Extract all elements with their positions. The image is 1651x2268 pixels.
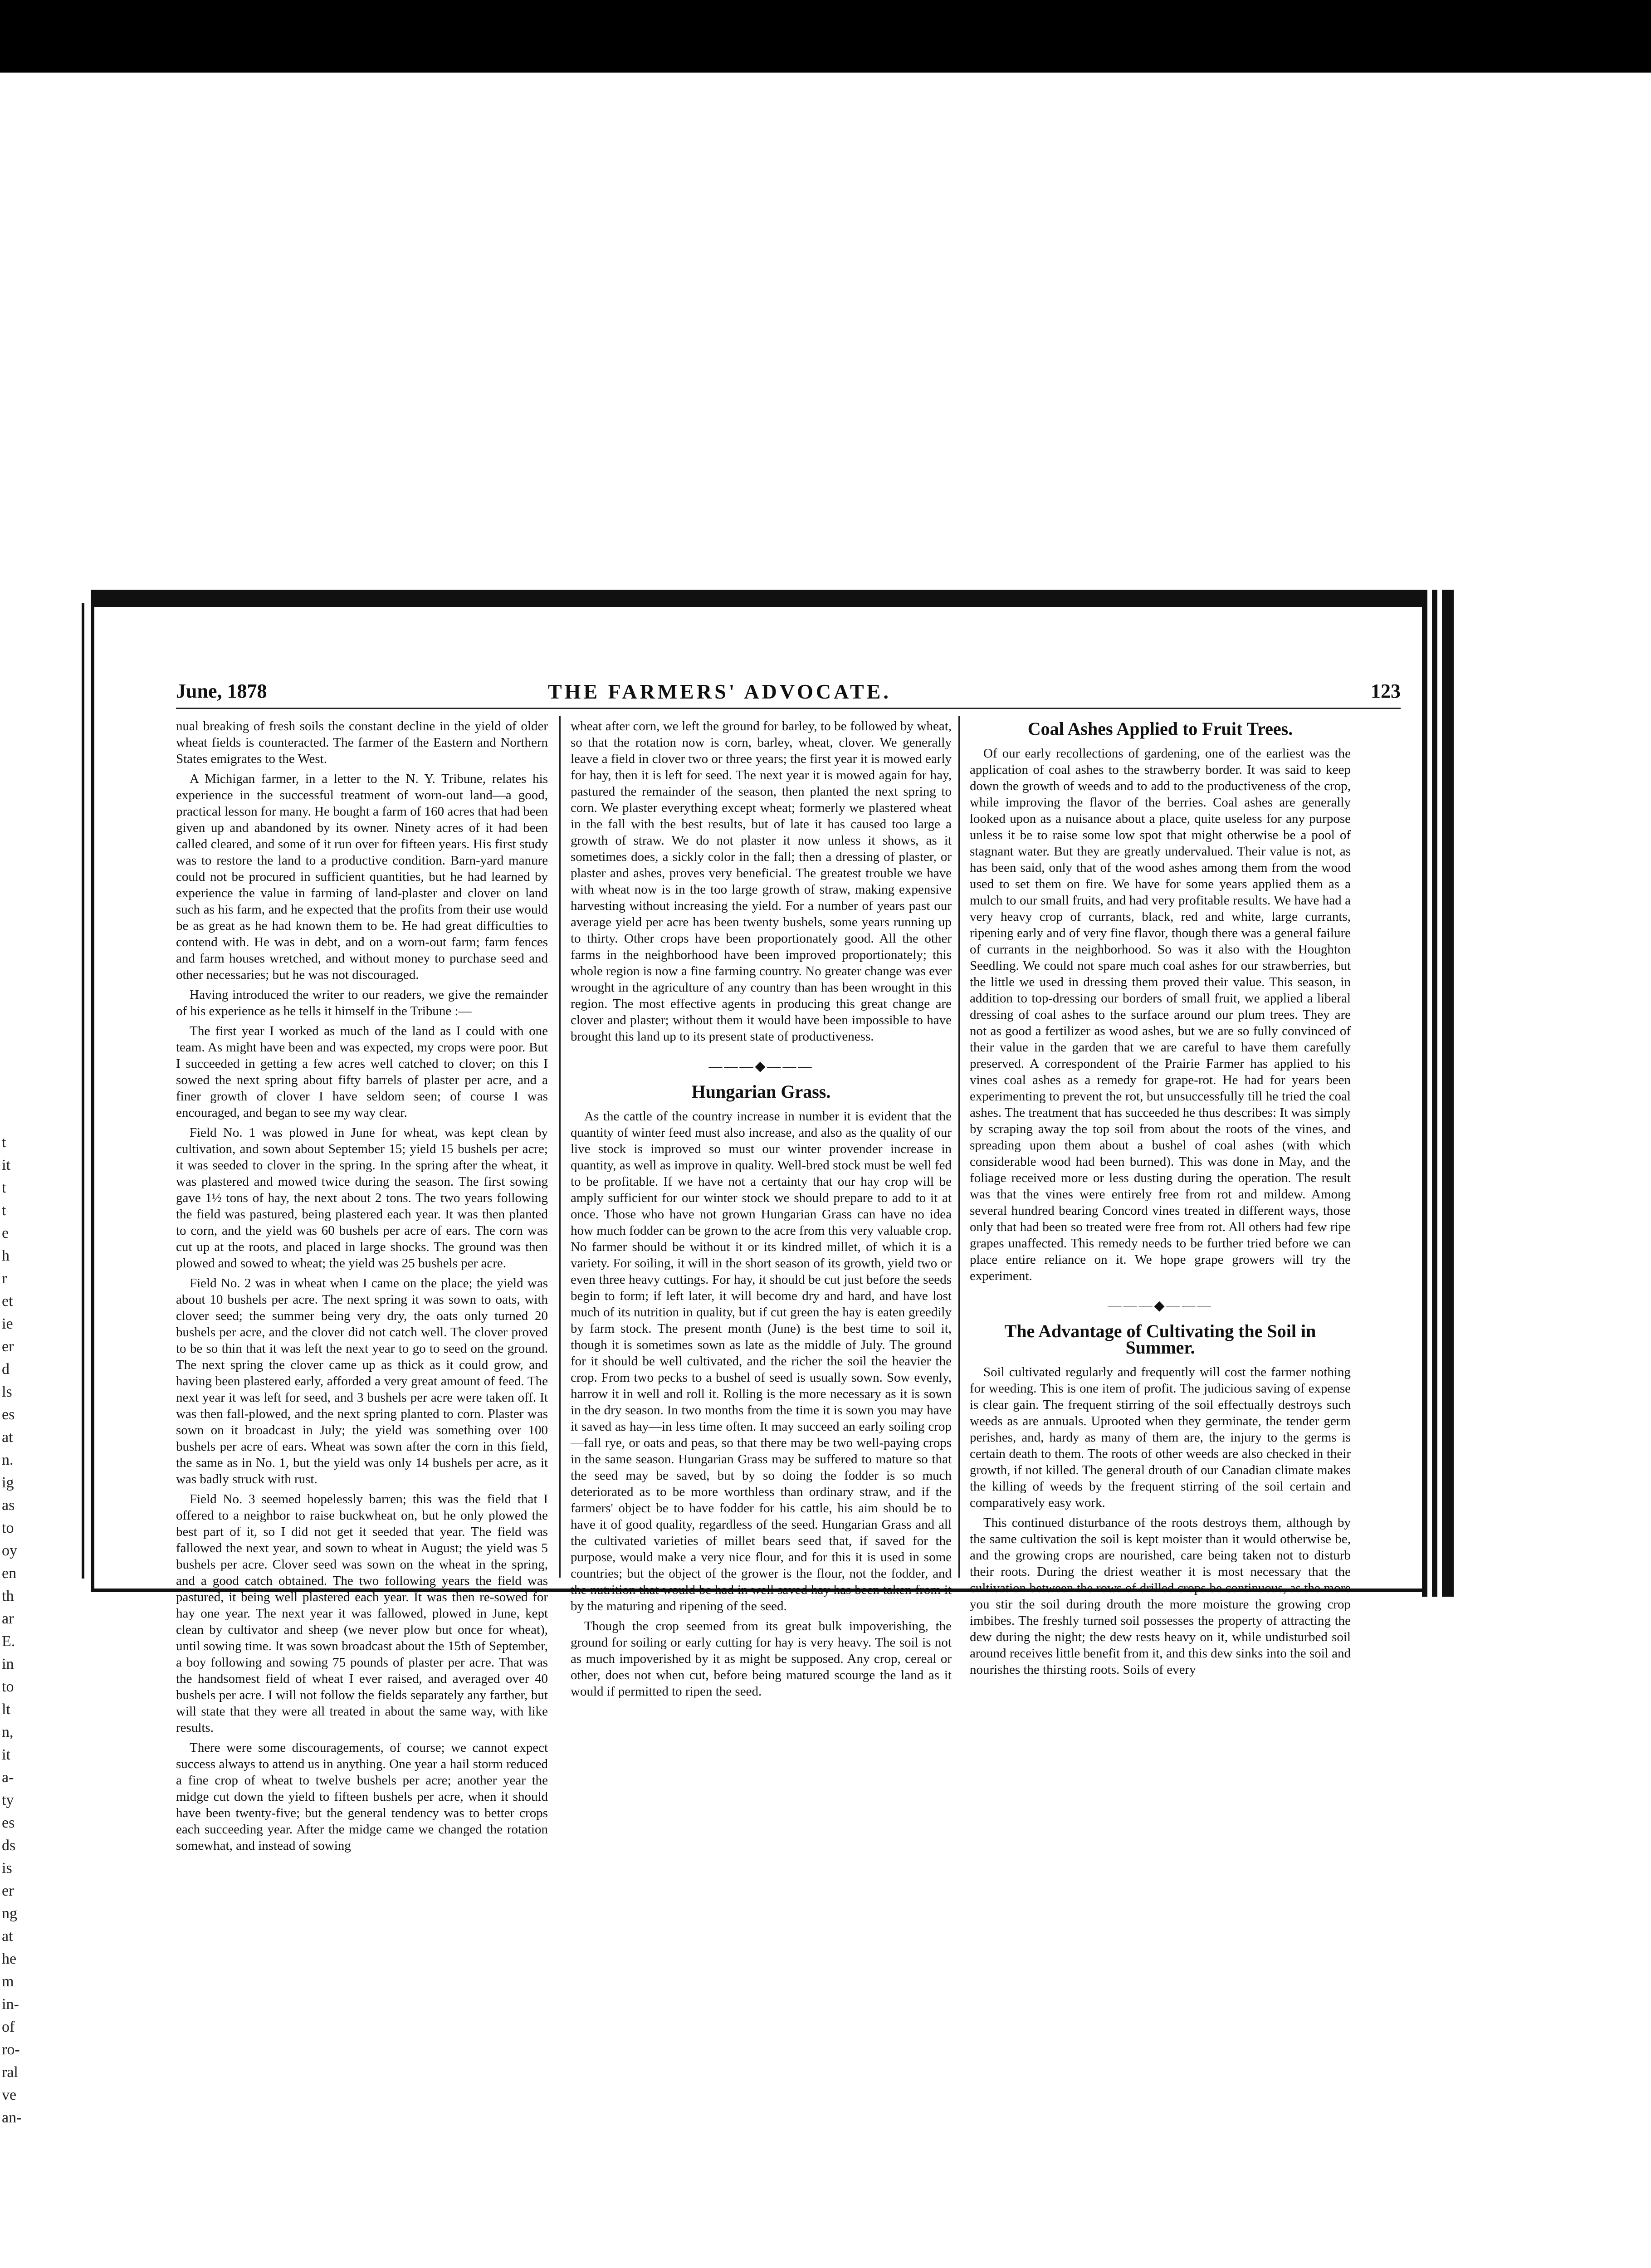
previous-page-edge	[0, 91, 82, 2126]
article-title-cultivating-soil: The Advantage of Cultivating the Soil in Summer.	[1004, 1321, 1316, 1358]
column-rule	[958, 716, 960, 1578]
paragraph: As the cattle of the country increase in number it is evident that the quantity of winter feed must also increase, and also as the quality of our live stock is improved so must our winter provender increase in quantity, as well as improve in quality. Well-bred stock must be well fed to be profitable. If we have not a certainty that our hay crop will be amply sufficient for our winter stock we should prepare to add to it at once. Those who have not grown Hungarian Grass can have no idea how much fodder can be grown to the acre from this very valuable crop. No farmer should be without it or its kindred millet, of which it is a variety. For soiling, it will in the short season of its growth, yield two or even three heavy cuttings. For hay, it should be cut just before the seeds begin to form; if left later, it will become dry and hard, and have lost much of its nutrition in quality, but if cut green the hay is eaten greedily by farm stock. The present month (June) is the best time to soil it, though it is sometimes sown as late as the middle of July. The ground for it should be well cultivated, and the richer the soil the heavier the crop. From two pecks to a bushel of seed is usually sown. Sow evenly, harrow it in well and roll it. Rolling is the more necessary as it is sown in the dry season. In two months from the time it is sown you may have it saved as hay—in less time often. It may succeed an early soiling crop—fall rye, or oats and peas, so that there may be two well-paying crops in the same season. Hungarian Grass may be suffered to mature so that the seed may be saved, but by so doing the fodder is so much deteriorated as to be more worthless than ordinary straw, and if the farmers' object be to have fodder for his cattle, his aim should be to have it of good quality, regardless of the seed. Hungarian Grass and all the cultivated varieties of millet bears seed that, if saved for the purpose, would make a very nice flour, and for this it is used in some countries; but the object of the grower is the flour, not the fodder, and the nutrition that would be had in well saved hay has been taken from it by the maturing and ripening of the seed.	[571, 1109, 952, 1613]
margin-fragment: oy	[2, 1542, 17, 1559]
margin-fragment: it	[2, 1746, 10, 1763]
header-rule	[176, 708, 1401, 709]
margin-fragment: he	[2, 1950, 17, 1967]
article-title-coal-ashes: Coal Ashes Applied to Fruit Trees.	[1027, 719, 1293, 739]
margin-fragment: ro-	[2, 2041, 20, 2058]
paragraph: Though the crop seemed from its great bulk impoverishing, the ground for soiling or early cutting for hay is very heavy. The soil is not as much impoverished by it as might be supposed. Any crop, cereal or other, does not when cut, before being matured scourge the land as it would if permitted to ripen the seed.	[571, 1619, 952, 1699]
margin-fragment: ls	[2, 1383, 12, 1400]
margin-fragment: in-	[2, 1996, 19, 2013]
margin-fragment: ds	[2, 1837, 16, 1854]
margin-fragment: an-	[2, 2109, 22, 2126]
paragraph: wheat after corn, we left the ground for barley, to be followed by wheat, so that the rotation now is corn, barley, wheat, clover. We generally leave a field in clover two or three years; the first year it is mowed early for hay, then it is left for seed. The next year it is mowed again for hay, pastured the remainder of the season, then planted the next spring to corn. We plaster everything except wheat; formerly we plastered wheat in the fall with the best results, but of late it has caused too large a growth of straw. We do not plaster it now unless it shows, as it sometimes does, a sickly color in the fall; then a dressing of plaster, or plaster and ashes, proves very beneficial. The greatest trouble we have with wheat now is in the too large growth of straw, making expensive harvesting without increasing the yield. For a number of years past our average yield per acre has been twenty bushels, some years running up to thirty. Other crops have been proportionately good. All the other farms in the neighborhood have been improved proportionately; this whole region is now a fine farming country. No greater change was ever wrought in the agriculture of any country than has been wrought in this region. The most effective agents in producing this great change are clover and plaster; without them it would have been impossible to have brought this land up to its present state of productiveness.	[571, 719, 952, 1044]
page-gutter-line	[82, 603, 84, 1579]
margin-fragment: er	[2, 1882, 14, 1899]
margin-fragment: er	[2, 1338, 14, 1355]
margin-fragment: ve	[2, 2087, 17, 2103]
paragraph: Having introduced the writer to our readers, we give the remainder of his experience as he tells it himself in the Tribune :—	[176, 987, 548, 1018]
margin-fragment: it	[2, 1157, 10, 1173]
margin-fragment: n.	[2, 1452, 14, 1468]
margin-fragment: ig	[2, 1474, 14, 1491]
paragraph: Of our early recollections of gardening, one of the earliest was the application of coal ashes to the strawberry border. It was said to keep down the growth of weeds and to add to the productiveness of the crop, while improving the flavor of the berries. Coal ashes are generally looked upon as a nuisance about a place, quite useless for any purpose unless it be to raise some low spot that might otherwise be a pool of stagnant water. But they are greatly undervalued. Their value is not, as has been said, only that of the wood ashes among them from the wood used to set them on fire. We have for some years applied them as a mulch to our small fruits, and had very profitable results. We have had a very heavy crop of currants, black, red and white, large currants, ripening early and of very fine flavor, though there was a general failure of currants in the neighborhood. So was it also with the Houghton Seedling. We could not spare much coal ashes for our strawberries, but the little we used in dressing them proved their value. This season, in addition to top-dressing our borders of small fruit, we applied a liberal dressing of coal ashes to the surface around our plum trees. They are not as good a fertilizer as wood ashes, but we are so fully convinced of their value in the garden that we are careful to have them carefully preserved. A correspondent of the Prairie Farmer has applied to his vines coal ashes as a remedy for grape-rot. He had for years been experimenting to prevent the rot, but unsuccessfully till he tried the coal ashes. The treatment that has succeeded he thus describes: It was simply by scraping away the top soil from about the roots of the vines, and spreading upon them about a bushel of coal ashes (with which considerable wood had been burned). This was done in May, and the foliage received more or less dusting during the operation. The result was that the vines were entirely free from rot and mildew. Among several hundred bearing Concord vines treated in different ways, those only that had been so treated were free from rot. All others had few ripe grapes unaffected. This remedy needs to be further tried before we can place entire reliance on it. We hope grape growers will try the experiment.	[970, 746, 1351, 1283]
margin-fragment: n,	[2, 1724, 14, 1740]
margin-fragment: lt	[2, 1701, 10, 1718]
margin-fragment: of	[2, 2019, 15, 2035]
margin-fragment: ar	[2, 1610, 14, 1627]
article-title-hungarian-grass: Hungarian Grass.	[691, 1081, 831, 1102]
binding-border	[1422, 590, 1454, 1597]
paragraph: This continued disturbance of the roots destroys them, although by the same cultivation the soil is kept moister than it would otherwise be, and the growing crops are nourished, care being taken not to disturb their roots. During the driest weather it is most necessary that the cultivation between the rows of drilled crops be continuous, as the more you stir the soil during drouth the more moisture the growing crop imbibes. The freshly turned soil possesses the property of attracting the dew during the night; the dew rests heavy on it, while undisturbed soil around receives little benefit from it, and this dew sinks into the soil and nourishes the thirsting roots. Soils of every	[970, 1515, 1351, 1677]
binding-top-border	[91, 590, 1454, 603]
section-divider: ———◆———	[1108, 1298, 1213, 1313]
margin-fragment: d	[2, 1361, 10, 1378]
margin-fragment: ral	[2, 2064, 18, 2081]
column-1	[176, 718, 548, 1857]
masthead-title: THE FARMERS' ADVOCATE.	[548, 680, 891, 703]
margin-fragment: E.	[2, 1633, 15, 1650]
margin-fragment: ng	[2, 1905, 17, 1922]
margin-fragment: th	[2, 1588, 14, 1604]
margin-fragment: m	[2, 1973, 14, 1990]
margin-fragment: to	[2, 1520, 14, 1536]
margin-fragment: a-	[2, 1769, 14, 1786]
margin-fragment: e	[2, 1225, 9, 1242]
margin-fragment: ty	[2, 1792, 14, 1809]
paragraph: There were some discouragements, of course; we cannot expect success always to attend us in anything. One year a hail storm reduced a fine crop of wheat to twelve bushels per acre; another year the midge cut down the yield to fifteen bushels per acre, when it should have been twenty-five; but the general tendency was to better crops each succeeding year. After the midge came we changed the rotation somewhat, and instead of sowing	[176, 1740, 548, 1853]
margin-fragment: at	[2, 1928, 13, 1945]
paragraph: Field No. 1 was plowed in June for wheat, was kept clean by cultivation, and sown about September 15; yield 15 bushels per acre; it was seeded to clover in the spring. In the spring after the wheat, it was plastered and mowed twice during the season. The first sowing gave 1½ tons of hay, the next about 2 tons. The two years following the field was pastured, being plastered each year. It was then planted to corn, and the yield was 60 bushels per acre of ears. The corn was cut up at the roots, and placed in large shocks. The ground was then plowed and sowed to wheat; the yield was 25 bushels per acre.	[176, 1125, 548, 1271]
paragraph: Field No. 3 seemed hopelessly barren; this was the field that I offered to a neighbor to raise buckwheat on, but he only plowed the best part of it, so I did not get it seeded that year. The field was fallowed the next year, and sown to wheat in August; the yield was 5 bushels per acre. Clover seed was sown on the wheat in the spring, and a good catch obtained. The two following years the field was pastured, it being well plastered each year. It was then re-sowed for hay one year. The next year it was fallowed, plowed in June, kept clean by cultivator and sheep (we never plow but once for wheat), until sowing time. It was sown broadcast about the 15th of September, a boy following and sowing 75 pounds of plaster per acre. That was the handsomest field of wheat I ever raised, and averaged over 40 bushels per acre. I will not follow the fields separately any farther, but will state that they were all treated in about the same way, with like results.	[176, 1492, 548, 1735]
margin-fragment: r	[2, 1270, 7, 1287]
newspaper-page	[91, 603, 1422, 1853]
page-header	[176, 679, 1401, 707]
margin-fragment: in	[2, 1656, 14, 1672]
paragraph: Field No. 2 was in wheat when I came on the place; the yield was about 10 bushels per acre. The next spring it was sown to oats, with clover seed; the summer being very dry, the oats only turned 20 bushels per acre, and the clover did not catch well. The clover proved to be so thin that it was left the next year to go to seed on the ground. The next spring the clover came up as thick as it could grow, and having been plastered early, afforded a very great amount of feed. The next year it was left for seed, and 3 bushels per acre were taken off. It was then fall-plowed, and the next spring planted to corn. Plaster was sown on it broadcast in July; the yield was something over 100 bushels per acre of ears. Wheat was sown after the corn in this field, the same as in No. 1, but the yield was only 14 bushels per acre, as it was badly struck with rust.	[176, 1276, 548, 1486]
margin-fragment: es	[2, 1406, 15, 1423]
margin-fragment: es	[2, 1814, 15, 1831]
margin-fragment: at	[2, 1429, 13, 1446]
margin-fragment: et	[2, 1293, 13, 1310]
paragraph: Soil cultivated regularly and frequently will cost the farmer nothing for weeding. This is one item of profit. The judicious saving of expense is clear gain. The frequent stirring of the soil effectually destroys such weeds as are annuals. Uprooted when they germinate, the tender germ perishes, and, hardy as many of them are, the injury to the germs is certain death to them. The roots of other weeds are also checked in their growth, if not killed. The general drouth of our Canadian climate makes the killing of weeds by the frequent stirring of the soil certain and comparatively easy work.	[970, 1365, 1351, 1510]
margin-fragment: t	[2, 1179, 6, 1196]
paragraph: The first year I worked as much of the land as I could with one team. As might have been and was expected, my crops were poor. But I succeeded in getting a few acres well catched to clover; on this I sowed the next spring about fifty barrels of plaster per acre, and a finer growth of clover I have seldom seen; of course I was encouraged, and began to see my way clear.	[176, 1024, 548, 1120]
margin-fragment: h	[2, 1247, 10, 1264]
section-divider: ———◆———	[708, 1059, 814, 1074]
paragraph: A Michigan farmer, in a letter to the N. Y. Tribune, relates his experience in the successful treatment of worn-out land—a good, practical lesson for many. He bought a farm of 160 acres that had been given up and abandoned by its owner. Ninety acres of it had been called cleared, and some of it run over for fifteen years. His first study was to restore the land to a productive condition. Barn-yard manure could not be procured in sufficient quantities, but he had learned by experience the value in farming of land-plaster and clover on land such as his farm, and he expected that the profits from their use would be as great as he had known them to be. He had great difficulties to contend with. He was in debt, and on a worn-out farm; farm fences and farm houses wretched, and without money to purchase seed and other necessaries; but he was not discouraged.	[176, 772, 548, 982]
issue-date: June, 1878	[176, 680, 267, 702]
margin-fragment: t	[2, 1202, 6, 1219]
paragraph: nual breaking of fresh soils the constant decline in the yield of older wheat fields is counteracted. The farmer of the Eastern and Northern States emigrates to the West.	[176, 719, 548, 766]
margin-fragment: ie	[2, 1315, 13, 1332]
page-number: 123	[1371, 680, 1401, 702]
column-rule	[559, 716, 561, 1578]
column-3	[970, 718, 1351, 1681]
margin-fragment: is	[2, 1860, 12, 1877]
margin-fragment: t	[2, 1134, 6, 1151]
margin-fragment: as	[2, 1497, 15, 1514]
margin-fragment: to	[2, 1678, 14, 1695]
column-2	[571, 718, 952, 1703]
margin-fragment: en	[2, 1565, 17, 1582]
